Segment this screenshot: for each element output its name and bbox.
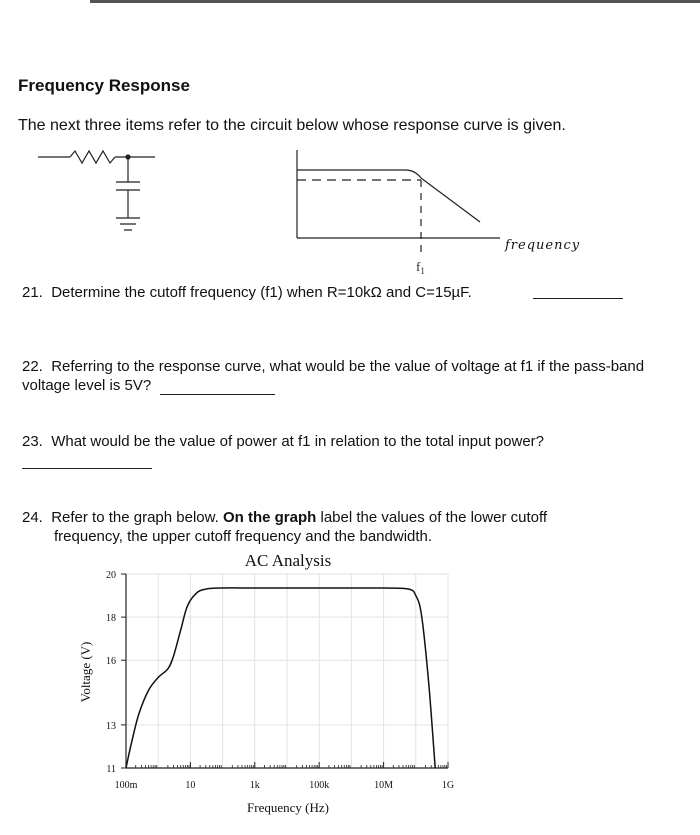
answer-blank-21[interactable] [533, 283, 623, 299]
top-edge-line [90, 0, 700, 3]
sketch-cutoff-label: $f_1$ [416, 259, 425, 276]
answer-blank-23[interactable] [22, 453, 152, 469]
rc-circuit-diagram [30, 140, 170, 250]
question-text-bold: On the graph [222, 509, 317, 526]
sketch-passband-line [297, 170, 421, 178]
x-tick-label: 10 [185, 780, 196, 791]
question-23 [22, 432, 544, 451]
x-tick-label: 1G [441, 780, 455, 791]
question-text: Referring to the response curve, what would be the value of voltage at f1 if the pass-band [51, 358, 645, 375]
x-tick-label: 1k [249, 780, 260, 791]
response-curve-sketch [285, 140, 605, 280]
chart-title: AC Analysis [244, 551, 332, 570]
y-tick-label: 11 [106, 764, 116, 775]
y-axis-label: Voltage (V) [78, 641, 93, 703]
question-text: Determine the cutoff frequency (f1) when R=10kΩ and C=15µF. [51, 284, 472, 301]
x-tick-label: 100k [309, 780, 330, 791]
intro-text: The next three items refer to the circuit below whose response curve is given. [18, 117, 566, 134]
answer-blank-22[interactable] [160, 379, 275, 395]
question-text: Refer to the graph below. [51, 509, 223, 526]
question-22 [22, 357, 697, 395]
question-text-continued: voltage level is 5V? [22, 377, 152, 394]
ground-symbol [116, 218, 140, 230]
sketch-rolloff-line [421, 178, 480, 222]
x-tick-label: 10M [374, 780, 394, 791]
y-tick-label: 13 [106, 720, 116, 732]
x-tick-label: 100m [114, 780, 138, 791]
y-tick-label: 18 [106, 613, 116, 625]
question-number: 22. [22, 358, 43, 375]
question-24 [22, 508, 682, 546]
question-number: 24. [22, 509, 43, 526]
question-21 [22, 283, 472, 302]
ac-analysis-chart [70, 546, 490, 820]
y-tick-label: 16 [106, 656, 116, 668]
resistor-symbol [70, 151, 115, 163]
question-text-continued: frequency, the upper cutoff frequency and the bandwidth. [54, 528, 433, 545]
question-number: 21. [22, 284, 43, 301]
sketch-axis-label: frequency [505, 238, 581, 253]
y-tick-label: 20 [106, 570, 116, 581]
question-text: What would be the value of power at f1 in relation to the total input power? [51, 433, 545, 450]
question-number: 23. [22, 433, 43, 450]
x-axis-label: Frequency (Hz) [247, 800, 329, 815]
question-text-rest: label the values of the lower cutoff [316, 509, 548, 526]
section-title: Frequency Response [18, 76, 190, 95]
series-line-voltage [126, 588, 435, 768]
